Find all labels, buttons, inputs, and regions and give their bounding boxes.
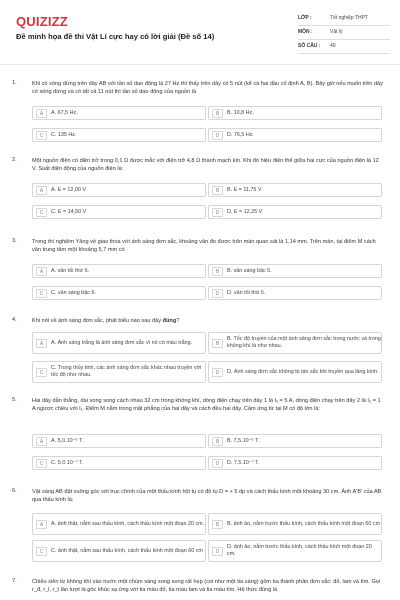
option-d[interactable]: D D. 76,5 Hz. xyxy=(208,128,382,142)
question-number: 4. xyxy=(12,317,17,323)
option-b[interactable]: B B. Tốc độ truyền của một ánh sáng đơn sắc trong nước và trong không khí là như nhau. xyxy=(208,332,382,354)
option-a[interactable]: A A. E = 12,00 V xyxy=(32,183,206,197)
question-number: 3. xyxy=(12,238,17,244)
option-b[interactable]: B B. 7,5.10⁻⁶ T. xyxy=(208,434,382,448)
option-a[interactable]: A A. ảnh thật, nằm sau thấu kính, cách thấu kính một đoạn 20 cm. xyxy=(32,513,206,535)
question-text: Hai dây dẫn thẳng, dài song song cách nhau 32 cm trong không khí, dòng điện chạy trên dây 1 là I₁ = 5 A, dòng điện chạy trên dây 2 là I₂ = 1 A ngược chiều với I₁. Điểm M nằm trong mặt phẳng của hai dây và cách đều hai dây. Cảm ứng từ tại M có độ lớn là: xyxy=(32,398,381,412)
question-number: 1. xyxy=(12,80,17,86)
question-text: Trong thí nghiệm Yâng về giao thoa với ánh sáng đơn sắc, khoảng vân đo được trên màn quan sát là 1,14 mm. Trên màn, tại điểm M cách vân trung tâm một khoảng 5,7 mm có xyxy=(32,239,376,253)
question-text: Khi nói về ánh sáng đơn sắc, phát biểu nào sau đây đúng? xyxy=(32,318,180,324)
exam-title: Đề minh họa đề thi Vật Lí cực hay có lời giải (Đề số 14) xyxy=(16,32,215,41)
option-c[interactable]: C C. Trong thủy tinh, các ánh sáng đơn sắc khác nhau truyền với tốc độ như nhau. xyxy=(32,361,206,383)
option-a[interactable]: A A. vân tối thứ 6. xyxy=(32,264,206,278)
option-c[interactable]: C C. vân sáng bậc 6. xyxy=(32,286,206,300)
question-text: Chiếu xiên từ không khí vào nước một chùm sáng song song rất hẹp (coi như một tia sáng) gồm ba thành phần đơn sắc: đỏ, lam và tím. Gọi r_đ, r_l, r_t lần lượt là góc khúc xạ ứng với tia màu đỏ, tia màu lam và tia màu tím. Hệ thức đúng là xyxy=(32,579,381,593)
question-number: 6. xyxy=(12,488,17,494)
option-c[interactable]: C C. 135 Hz. xyxy=(32,128,206,142)
meta-class: LỚP : Tốt nghiệp THPT xyxy=(298,12,390,26)
quizizz-logo xyxy=(16,14,68,29)
question-number: 2. xyxy=(12,157,17,163)
exam-meta xyxy=(298,12,390,54)
option-d[interactable]: D D. 7,5.10⁻⁷ T. xyxy=(208,456,382,470)
header xyxy=(0,0,400,66)
option-b[interactable]: B B. vân sáng bậc 5. xyxy=(208,264,382,278)
question-text: Vật sáng AB đặt vuông góc với trục chính của một thấu kính hội tụ có độ tụ D = + 5 dp và cách thấu kính một khoảng 30 cm. Ảnh A'B' của AB qua thấu kính là: xyxy=(32,489,382,503)
question-number: 7. xyxy=(12,578,17,584)
option-d[interactable]: D D. Ánh sáng đơn sắc không bị tán sắc khi truyền qua lăng kính. xyxy=(208,361,382,383)
option-a[interactable]: A A. 67,5 Hz. xyxy=(32,106,206,120)
option-a[interactable]: A A. Ánh sáng trắng là ánh sáng đơn sắc vì nó có màu trắng. xyxy=(32,332,206,354)
option-b[interactable]: B B. ảnh ảo, nằm trước thấu kính, cách thấu kính một đoạn 60 cm xyxy=(208,513,382,535)
option-d[interactable]: D D. E = 12,25 V xyxy=(208,205,382,219)
option-d[interactable]: D D. vân tối thứ 5. xyxy=(208,286,382,300)
header-divider xyxy=(0,64,400,65)
option-d[interactable]: D D. ảnh ảo, nằm trước thấu kính, cách thấu kính một đoạn 20 cm. xyxy=(208,540,382,562)
question-text: Khi có sóng dừng trên dây AB với tần số dao động là 27 Hz thì thấy trên dây có 5 nút (kể cả hai đầu cố định A, B). Bây giờ nếu muốn trên dây có sóng dừng và có tất cả 11 nút thì tần số dao động của nguồn là xyxy=(32,81,383,95)
option-c[interactable]: C C. E = 14,50 V xyxy=(32,205,206,219)
logo-text: QUIZIZZ xyxy=(16,14,68,29)
option-c[interactable]: C C. 5,0.10⁻⁷ T. xyxy=(32,456,206,470)
option-b[interactable]: B B. 10,8 Hz. xyxy=(208,106,382,120)
meta-subject: MÔN : Vật lý xyxy=(298,26,390,40)
option-c[interactable]: C C. ảnh thật, nằm sau thấu kính, cách thấu kính một đoạn 60 cm xyxy=(32,540,206,562)
option-a[interactable]: A A. 5,0.10⁻⁶ T. xyxy=(32,434,206,448)
question-text: Một nguồn điện có điện trở trong 0,1 Ω được mắc với điện trở 4,8 Ω thành mạch kín. Khi đó hiệu điện thế giữa hai cực của nguồn điện là 12 V. Suất điện động của nguồn điện là: xyxy=(32,158,379,172)
meta-count: SỐ CÂU : 40 xyxy=(298,40,390,54)
question-number: 5. xyxy=(12,397,17,403)
option-b[interactable]: B B. E = 11,75 V xyxy=(208,183,382,197)
